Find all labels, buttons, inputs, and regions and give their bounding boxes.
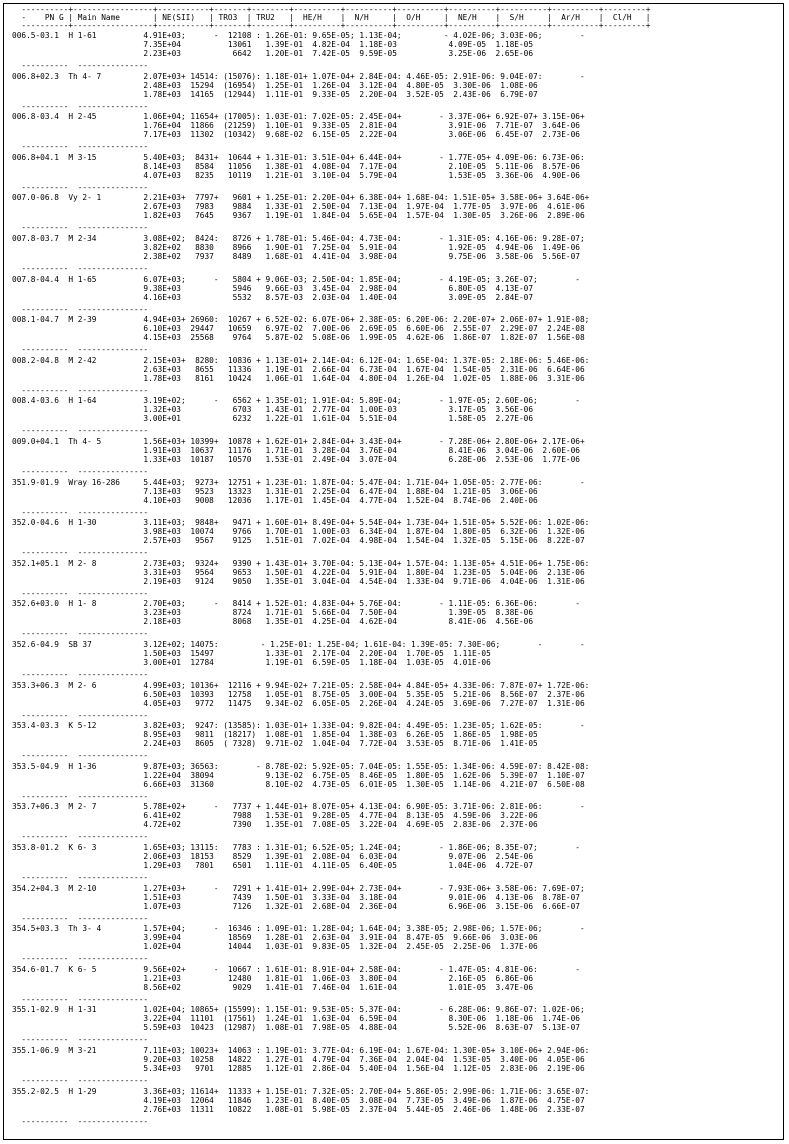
record-line-value: 354.2+04.3 M 2-10 1.27E+03+ - 7291 + 1.41E-01+ 2.99E-04+ 2.73E-04+ - 7.93E-06+ 3.58E-06: 7.69E-07; — [12, 883, 585, 893]
record-separator: ---------- --------------- — [12, 913, 149, 923]
record-line-lower: 1.78E+03 14165 (12944) 1.11E-01 9.33E-05 2.20E-04 3.52E-05 2.43E-06 6.79E-07 — [12, 89, 538, 99]
record-line-lower: 2.57E+03 9567 9125 1.51E-01 7.02E-04 4.98E-04 1.54E-04 1.32E-05 5.15E-06 8.22E-07 — [12, 536, 585, 546]
record-line-value: 352.6+03.0 H 1- 8 2.70E+03; - 8414 + 1.52E-01: 4.83E-04+ 5.76E-04: - 1.11E-05: 6.36E-06: - — [12, 599, 580, 609]
record-line-lower: 4.16E+03 5532 8.57E-03 2.03E-04 1.40E-04 3.09E-05 2.84E-07 — [12, 292, 534, 302]
record-line-lower: 3.00E+01 12784 1.19E-01 6.59E-05 1.18E-04 1.03E-05 4.01E-06 — [12, 658, 491, 667]
record-separator: ---------- --------------- — [12, 507, 149, 517]
record-line-value: 008.4-03.6 H 1-64 3.19E+02; - 6562 + 1.35E-01; 1.91E-04: 5.89E-04; - 1.97E-05; 2.60E-06; - — [12, 396, 580, 406]
record-separator: ---------- --------------- — [12, 182, 149, 192]
record-line-lower: 5.59E+03 10423 (12987) 1.08E-01 7.98E-05 4.88E-04 5.52E-06 8.63E-07 5.13E-07 — [12, 1023, 580, 1033]
record-line-upper: 3.22E+04 11101 (17561) 1.24E-01 1.63E-04 6.59E-04 8.30E-06 1.18E-06 1.74E-06 — [12, 1014, 580, 1024]
record-line-upper: 8.95E+03 9811 (18217) 1.08E-01 1.85E-04 1.38E-03 6.26E-05 1.86E-05 1.98E-05 — [12, 730, 538, 740]
record-line-lower: 2.38E+02 7937 8489 1.68E-01 4.41E-04 3.98E-04 9.75E-06 3.58E-06 5.56E-07 — [12, 252, 580, 261]
record-line-value: 008.2-04.8 M 2-42 2.15E+03+ 8280: 10836 + 1.13E-01+ 2.14E-04: 6.12E-04: 1.65E-04: 1.37E-05: 2.18E-06: 5.46E-06: — [12, 355, 590, 365]
record-line-value: 351.9-01.9 Wray 16-286 5.44E+03; 9273+ 12751 + 1.23E-01: 1.87E-04: 5.47E-04: 1.71E-04+ 1.05E-05: 2.77E-06: - — [12, 477, 585, 487]
record-line-value: 006.8+02.3 Th 4- 7 2.07E+03+ 14514: (15076): 1.18E-01+ 1.07E-04+ 2.84E-04: 4.46E-05: 2.91E-06: 9.04E-07: - — [12, 71, 585, 81]
record-line-lower: 2.18E+03 8068 1.35E-01 4.25E-04 4.62E-04 8.41E-06 4.56E-06 — [12, 617, 534, 627]
record-line-lower: 1.78E+03 8161 10424 1.06E-01 1.64E-04 4.80E-04 1.26E-04 1.02E-05 1.88E-06 3.31E-06 — [12, 373, 585, 383]
record-line-upper: 9.38E+03 5946 9.66E-03 3.45E-04 2.98E-04 6.80E-05 4.13E-07 — [12, 283, 534, 293]
record-line-value: 353.5-04.9 H 1-36 9.87E+03; 36563: - 8.78E-02: 5.92E-05: 7.04E-05: 1.55E-05: 1.34E-06: 4.59E-07: 8.42E-08: — [12, 761, 590, 771]
record-line-lower: 1.02E+04 14044 1.03E-01 9.83E-05 1.32E-04 2.45E-05 2.25E-06 1.37E-06 — [12, 942, 538, 952]
record-line-upper: 1.76E+04 11866 (21259) 1.10E-01 9.33E-05 2.81E-04 3.91E-06 7.71E-07 3.64E-06 — [12, 121, 580, 131]
record-line-value: 007.8-03.7 M 2-34 3.08E+02; 8424: 8726 + 1.78E-01: 5.46E-04: 4.73E-04: - 1.31E-05: 4.16E-06: 9.28E-07; — [12, 234, 585, 243]
record-separator: ---------- --------------- — [12, 1076, 149, 1085]
record-separator: ---------- --------------- — [12, 304, 149, 314]
table-header: - PN G | Main Name | NE(SII) | TRO3 | TRU2 | HE/H | N/H | O/H | NE/H | S/H | Ar/H | Cl/H | — [12, 13, 651, 22]
record-line-value: 354.5+03.3 Th 3- 4 1.57E+04; - 16346 : 1.09E-01: 1.28E-04; 1.64E-04; 3.38E-05; 2.98E-06; 1.57E-06; - — [12, 924, 585, 934]
record-line-upper: 3.23E+03 8724 1.71E-01 5.66E-04 7.50E-04 1.39E-05 8.38E-06 — [12, 608, 534, 618]
record-separator: ---------- --------------- — [12, 101, 149, 111]
record-line-value: 353.3+06.3 M 2- 6 4.99E+03; 10136+ 12116 + 9.94E-02+ 7.21E-05: 2.58E-04+ 4.84E-05+ 4.33E-06: 7.87E-07+ 1.72E-06: — [12, 680, 590, 690]
record-line-value: 353.7+06.3 M 2- 7 5.78E+02+ - 7737 + 1.44E-01+ 8.07E-05+ 4.13E-04: 6.90E-05: 3.71E-06: 2.81E-06: - — [12, 802, 585, 812]
record-separator: ---------- --------------- — [12, 670, 149, 679]
record-line-upper: 6.10E+03 29447 10659 6.97E-02 7.00E-06 2.69E-05 6.60E-06 2.55E-07 2.29E-07 2.24E-08 — [12, 324, 585, 334]
record-line-upper: 7.35E+04 13061 1.39E-01 4.82E-04 1.18E-03 4.09E-05 1.18E-05 — [12, 40, 534, 49]
record-line-lower: 4.05E+03 9772 11475 9.34E-02 6.05E-05 2.26E-04 4.24E-05 3.69E-06 7.27E-07 1.31E-06 — [12, 698, 585, 708]
record-line-upper: 3.98E+03 10074 9766 1.70E-01 1.00E-03 6.34E-04 1.87E-04 1.80E-05 6.32E-06 1.32E-06 — [12, 527, 585, 537]
record-line-upper: 6.41E+02 7988 1.53E-01 9.28E-05 4.77E-04 8.13E-05 4.59E-06 3.22E-06 — [12, 811, 538, 821]
record-line-lower: 4.07E+03 8235 10119 1.21E-01 3.10E-04 5.79E-04 1.53E-05 3.36E-06 4.90E-06 — [12, 170, 580, 180]
record-line-upper: 3.31E+03 9564 9653 1.50E-01 4.22E-04 5.91E-04 1.80E-04 1.23E-05 5.04E-06 2.13E-06 — [12, 567, 585, 577]
record-separator: ---------- --------------- — [12, 426, 149, 436]
record-line-value: 008.1-04.7 M 2-39 4.94E+03+ 26960: 10267 + 6.52E-02: 6.07E-06+ 2.38E-05: 6.20E-06: 2.20E-07+ 2.06E-07+ 1.91E-08; — [12, 315, 590, 325]
record-line-lower: 2.76E+03 11311 10822 1.08E-01 5.98E-05 2.37E-04 5.44E-05 2.46E-06 1.48E-06 2.33E-07 — [12, 1104, 585, 1114]
record-line-lower: 1.33E+03 10187 10570 1.53E-01 2.49E-04 3.07E-04 6.28E-06 2.53E-06 1.77E-06 — [12, 455, 580, 464]
record-line-upper: 1.91E+03 10637 11176 1.71E-01 3.28E-04 3.76E-04 8.41E-06 3.04E-06 2.60E-06 — [12, 446, 580, 455]
record-separator: ---------- --------------- — [12, 61, 149, 70]
record-separator: ---------- --------------- — [12, 142, 149, 152]
record-line-value: 007.0-06.8 Vy 2- 1 2.21E+03+ 7797+ 9601 + 1.25E-01: 2.20E-04+ 6.38E-04+ 1.68E-04: 1.51E-05+ 3.58E-06+ 3.64E-06+ — [12, 193, 590, 203]
record-separator: ---------- --------------- — [12, 548, 149, 558]
record-separator: ---------- --------------- — [12, 264, 149, 273]
record-line-lower: 1.29E+03 7801 6501 1.11E-01 4.11E-05 6.40E-05 1.04E-06 4.72E-07 — [12, 861, 534, 870]
record-separator: ---------- --------------- — [12, 1116, 149, 1126]
record-separator: ---------- --------------- — [12, 588, 149, 598]
record-line-lower: 2.19E+03 9124 9050 1.35E-01 3.04E-04 4.54E-04 1.33E-04 9.71E-06 4.04E-06 1.31E-06 — [12, 576, 585, 586]
record-line-upper: 2.06E+03 18153 8529 1.39E-01 2.08E-04 6.03E-04 9.07E-06 2.54E-06 — [12, 852, 534, 861]
record-line-upper: 2.48E+03 15294 (16954) 1.25E-01 1.26E-04 3.12E-04 4.80E-05 3.30E-06 1.08E-06 — [12, 80, 538, 90]
record-line-lower: 2.24E+03 8605 ( 7328) 9.71E-02 1.04E-04 7.72E-04 3.53E-05 8.71E-06 1.41E-05 — [12, 739, 538, 749]
record-line-upper: 9.20E+03 10258 14822 1.27E-01 4.79E-04 7.36E-04 2.04E-04 1.53E-05 3.40E-06 4.05E-06 — [12, 1055, 585, 1064]
record-separator: ---------- --------------- — [12, 954, 149, 964]
record-separator: ---------- --------------- — [12, 994, 149, 1004]
record-line-value: 006.8+04.1 M 3-15 5.40E+03; 8431+ 10644 + 1.31E-01: 3.51E-04+ 6.44E-04+ - 1.77E-05+ 4.09E-06: 6.73E-06: — [12, 152, 585, 162]
record-line-value: 352.0-04.6 H 1-30 3.11E+03; 9848+ 9471 + 1.60E-01+ 8.49E-04+ 5.54E-04+ 1.73E-04+ 1.51E-05+ 5.52E-06: 1.02E-06: — [12, 518, 590, 528]
record-line-lower: 5.34E+03 9701 12885 1.12E-01 2.86E-04 5.40E-04 1.56E-04 1.12E-05 2.83E-06 2.19E-06 — [12, 1064, 585, 1073]
record-line-upper: 1.50E+03 15497 1.33E-01 2.17E-04 2.20E-04 1.70E-05 1.11E-05 — [12, 649, 491, 658]
record-line-lower: 1.82E+03 7645 9367 1.19E-01 1.84E-04 5.65E-04 1.57E-04 1.30E-05 3.26E-06 2.89E-06 — [12, 211, 585, 221]
record-line-value: 006.5-03.1 H 1-61 4.91E+03; - 12108 : 1.26E-01: 9.65E-05; 1.13E-04; - 4.02E-06; 3.03E-06; - — [12, 31, 585, 40]
record-separator: ---------- --------------- — [12, 751, 149, 761]
record-line-upper: 1.22E+04 38094 9.13E-02 6.75E-05 8.46E-05 1.80E-05 1.62E-06 5.39E-07 1.10E-07 — [12, 770, 585, 780]
record-line-value: 006.8-03.4 H 2-45 1.06E+04; 11654+ (17005): 1.03E-01: 7.02E-05: 2.45E-04+ - 3.37E-06+ 6.92E-07+ 3.15E-06+ — [12, 112, 585, 122]
record-line-lower: 4.10E+03 9008 12036 1.17E-01 1.45E-04 4.77E-04 1.52E-04 8.74E-06 2.40E-06 — [12, 495, 538, 505]
record-separator: ---------- --------------- — [12, 873, 149, 882]
header-rule: ----------+-----------------+-----------+-------+--------+----------+----------+----------+----------+----------+----------+---------+ — [12, 21, 651, 30]
record-line-lower: 4.15E+03 25568 9764 5.87E-02 5.08E-06 1.99E-05 4.62E-06 1.86E-07 1.82E-07 1.56E-08 — [12, 333, 585, 343]
record-line-upper: 6.50E+03 10393 12758 1.05E-01 8.75E-05 3.00E-04 5.35E-05 5.21E-06 8.56E-07 2.37E-06 — [12, 689, 585, 699]
record-line-value: 355.1-06.9 M 3-21 7.11E+03; 10023+ 14063 : 1.19E-01: 3.77E-04: 6.19E-04: 1.67E-04: 1.30E-05+ 3.10E-06+ 2.94E-06: — [12, 1046, 590, 1055]
record-line-lower: 7.17E+03 11302 (10342) 9.68E-02 6.15E-05 2.22E-04 3.06E-06 6.45E-07 2.73E-06 — [12, 130, 580, 140]
header-rule: ----------+-----------------+-----------+-------+--------+----------+----------+----------+----------+----------+----------+---------+ — [12, 5, 651, 14]
record-line-lower: 3.00E+01 6232 1.22E-01 1.61E-04 5.51E-04 1.58E-05 2.27E-06 — [12, 414, 534, 424]
record-separator: ---------- --------------- — [12, 467, 149, 476]
record-line-lower: 2.23E+03 6642 1.20E-01 7.42E-05 9.59E-05 3.25E-06 2.65E-06 — [12, 49, 534, 58]
record-separator: ---------- --------------- — [12, 710, 149, 720]
record-separator: ---------- --------------- — [12, 832, 149, 842]
record-line-value: 352.1+05.1 M 2- 8 2.73E+03; 9324+ 9390 + 1.43E-01+ 3.70E-04: 5.13E-04+ 1.57E-04: 1.13E-05+ 4.51E-06+ 1.75E-06: — [12, 558, 590, 568]
record-line-value: 353.8-01.2 K 6- 3 1.65E+03; 13115: 7783 : 1.31E-01; 6.52E-05; 1.24E-04; - 1.86E-06; 8.35E-07; - — [12, 843, 580, 852]
record-line-lower: 1.07E+03 7126 1.32E-01 2.68E-04 2.36E-04 6.96E-06 3.15E-06 6.66E-07 — [12, 901, 580, 911]
record-line-lower: 4.72E+02 7390 1.35E-01 7.08E-05 3.22E-04 4.69E-05 2.83E-06 2.37E-06 — [12, 820, 538, 830]
record-separator: ---------- --------------- — [12, 385, 149, 395]
record-separator: ---------- --------------- — [12, 1035, 149, 1045]
record-line-upper: 2.63E+03 8655 11336 1.19E-01 2.66E-04 6.73E-04 1.67E-04 1.54E-05 2.31E-06 6.64E-06 — [12, 364, 585, 374]
record-line-upper: 1.51E+03 7439 1.50E-01 3.33E-04 3.18E-04 9.01E-06 4.13E-06 8.78E-07 — [12, 892, 580, 902]
record-line-value: 355.1-02.9 H 1-31 1.02E+04; 10865+ (15599): 1.15E-01: 9.53E-05: 5.37E-04: - 6.28E-06: 9.86E-07: 1.02E-06; — [12, 1005, 585, 1015]
record-line-value: 352.6-04.9 SB 37 3.12E+02; 14075: - 1.25E-01: 1.25E-04; 1.61E-04: 1.39E-05: 7.30E-06; - - — [12, 640, 585, 649]
record-line-value: 354.6-01.7 K 6- 5 9.56E+02+ - 10667 : 1.61E-01: 8.91E-04+ 2.58E-04: - 1.47E-05: 4.81E-06: - — [12, 964, 580, 974]
record-line-upper: 1.21E+03 12480 1.81E-01 1.06E-03 3.80E-04 2.16E-05 6.86E-06 — [12, 973, 534, 983]
record-line-upper: 3.99E+04 18569 1.28E-01 2.63E-04 3.91E-04 8.47E-05 9.66E-06 3.03E-06 — [12, 933, 538, 943]
record-line-lower: 6.66E+03 31360 8.10E-02 4.73E-05 6.01E-05 1.30E-05 1.14E-06 4.21E-07 6.50E-08 — [12, 779, 585, 789]
record-line-upper: 1.32E+03 6703 1.43E-01 2.77E-04 1.00E-03 3.17E-05 3.56E-06 — [12, 405, 534, 415]
record-separator: ---------- --------------- — [12, 345, 149, 355]
record-line-value: 009.0+04.1 Th 4- 5 1.56E+03+ 10399+ 10878 + 1.62E-01+ 2.84E-04+ 3.43E-04+ - 7.28E-06+ 2.80E-06+ 2.17E-06+ — [12, 437, 585, 446]
record-line-upper: 3.82E+02 8830 8966 1.90E-01 7.25E-04 5.91E-04 1.92E-05 4.94E-06 1.49E-06 — [12, 243, 580, 252]
record-separator: ---------- --------------- — [12, 791, 149, 801]
record-line-upper: 4.19E+03 12064 11846 1.23E-01 8.40E-05 3.08E-04 7.73E-05 3.49E-06 1.87E-06 4.75E-07 — [12, 1095, 585, 1105]
record-line-value: 353.4-03.3 K 5-12 3.82E+03; 9247: (13585): 1.03E-01+ 1.33E-04: 9.82E-04: 4.49E-05: 1.23E-05; 1.62E-05: - — [12, 721, 585, 731]
record-line-lower: 8.56E+02 9029 1.41E-01 7.46E-04 1.61E-04 1.01E-05 3.47E-06 — [12, 982, 534, 992]
record-line-value: 007.8-04.4 H 1-65 6.07E+03; - 5804 + 9.06E-03; 2.50E-04: 1.85E-04; - 4.19E-05; 3.26E-07; - — [12, 274, 580, 284]
record-separator: ---------- --------------- — [12, 629, 149, 639]
record-line-upper: 2.67E+03 7983 9884 1.33E-01 2.50E-04 7.13E-04 1.97E-04 1.77E-05 3.97E-06 4.61E-06 — [12, 202, 585, 212]
record-line-upper: 7.13E+03 9523 13323 1.31E-01 2.25E-04 6.47E-04 1.88E-04 1.21E-05 3.06E-06 — [12, 486, 538, 496]
record-line-value: 355.2-02.5 H 1-29 3.36E+03; 11614+ 11333 + 1.15E-01: 7.32E-05: 2.70E-04+ 5.86E-05: 2.99E-06: 1.71E-06: 3.65E-07: — [12, 1086, 590, 1096]
record-line-upper: 8.14E+03 8584 11056 1.38E-01 4.08E-04 7.17E-04 2.10E-05 5.11E-06 8.57E-06 — [12, 161, 580, 171]
record-separator: ---------- --------------- — [12, 223, 149, 233]
